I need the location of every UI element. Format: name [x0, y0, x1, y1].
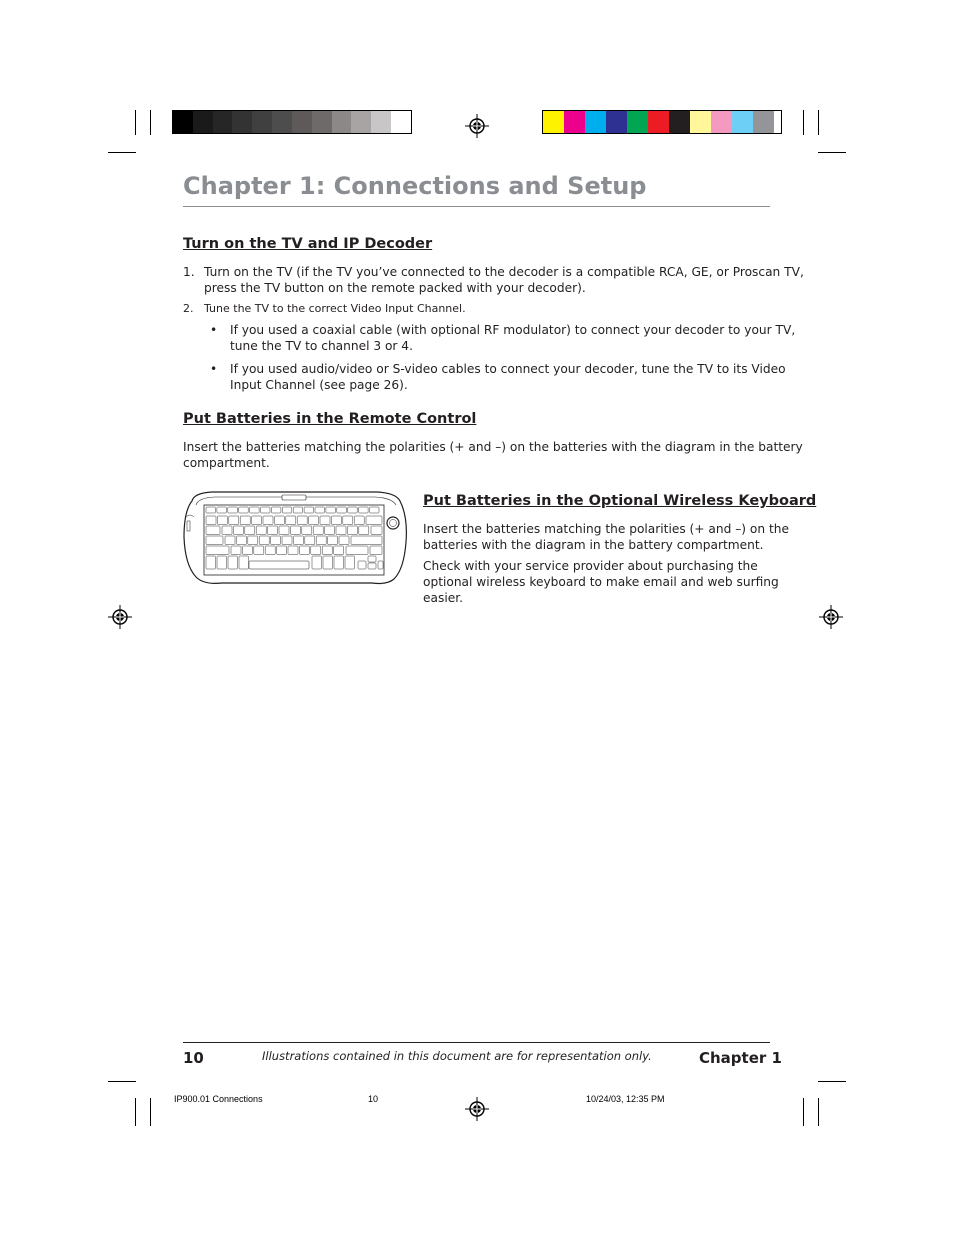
keyboard-key: [320, 516, 330, 525]
keyboard-key: [322, 546, 332, 555]
bullet-item: [210, 361, 786, 393]
keyboard-key: [277, 546, 287, 555]
keyboard-key: [217, 507, 227, 513]
keyboard-key: [351, 536, 382, 545]
keyboard-key: [290, 526, 300, 535]
keyboard-key: [268, 526, 278, 535]
keyboard-key: [302, 526, 312, 535]
gray-swatch: [312, 111, 332, 133]
keyboard-key: [248, 536, 258, 545]
keyboard-key: [286, 516, 296, 525]
keyboard-key: [271, 507, 281, 513]
bullet-icon: •: [210, 362, 218, 376]
keyboard-key: [239, 556, 249, 569]
registration-mark-icon: [465, 114, 489, 138]
keyboard-key: [315, 507, 325, 513]
section-heading-remote-batteries: Put Batteries in the Remote Control: [183, 411, 477, 427]
step-text-line: press the TV button on the remote packed with your decoder).: [204, 281, 586, 295]
color-swatch-bar: [542, 110, 782, 134]
keyboard-key: [206, 546, 229, 555]
color-swatch: [648, 111, 669, 133]
keyboard-key: [371, 526, 382, 535]
keyboard-key: [368, 563, 376, 569]
registration-mark-icon: [108, 605, 132, 629]
keyboard-key: [305, 536, 315, 545]
keyboard-key: [323, 556, 333, 569]
keyboard-key: [228, 556, 238, 569]
representation-note: Illustrations contained in this document are for representation only.: [262, 1049, 652, 1063]
keyboard-key: [206, 507, 216, 513]
crop-mark: [135, 110, 136, 135]
paragraph-line: Insert the batteries matching the polarities (+ and –) on the: [423, 522, 789, 536]
keyboard-key: [309, 516, 319, 525]
keyboard-key: [206, 556, 216, 569]
step-text-line: Turn on the TV (if the TV you’ve connected to the decoder is a compatible RCA, GE, or Proscan TV,: [204, 265, 804, 279]
keyboard-key: [282, 536, 292, 545]
paragraph-line: easier.: [423, 591, 463, 605]
gray-swatch: [351, 111, 371, 133]
keyboard-key: [245, 526, 255, 535]
footer-rule: [183, 1042, 770, 1043]
registration-mark-icon: [819, 605, 843, 629]
gray-swatch: [193, 111, 213, 133]
gray-swatch: [173, 111, 193, 133]
keyboard-key: [293, 507, 303, 513]
keyboard-key: [256, 526, 266, 535]
step-number: 1.: [183, 265, 195, 279]
keyboard-key: [222, 526, 232, 535]
keyboard-key: [354, 516, 364, 525]
keyboard-key: [236, 536, 246, 545]
chapter-label: Chapter 1: [699, 1049, 782, 1067]
keyboard-key: [274, 516, 284, 525]
keyboard-key: [359, 507, 369, 513]
keyboard-key: [252, 516, 262, 525]
keyboard-key: [328, 536, 338, 545]
keyboard-key: [206, 526, 220, 535]
gray-swatch: [252, 111, 272, 133]
bullet-text-line: If you used audio/video or S-video cables to connect your decoder, tune the TV to its Video: [230, 362, 786, 376]
registration-mark-icon: [465, 1097, 489, 1121]
section-heading-tv-decoder: Turn on the TV and IP Decoder: [183, 236, 433, 252]
keyboard-key: [331, 516, 341, 525]
gray-swatch: [371, 111, 391, 133]
step-number: 2.: [183, 302, 194, 315]
keyboard-key: [312, 556, 322, 569]
slug-datetime: 10/24/03, 12:35 PM: [586, 1094, 665, 1104]
grayscale-swatch-bar: [172, 110, 412, 134]
keyboard-key: [304, 507, 314, 513]
keyboard-key: [206, 536, 223, 545]
color-swatch: [711, 111, 732, 133]
keyboard-key: [242, 546, 252, 555]
paragraph-line: Check with your service provider about purchasing the: [423, 559, 758, 573]
keyboard-key: [293, 536, 303, 545]
keyboard-key: [206, 516, 216, 525]
color-swatch: [606, 111, 627, 133]
keyboard-key: [225, 536, 235, 545]
paragraph-line: optional wireless keyboard to make email and web surfing: [423, 575, 779, 589]
bullet-icon: •: [210, 323, 218, 337]
keyboard-key: [261, 507, 271, 513]
keyboard-batteries-text: [423, 521, 789, 606]
color-swatch: [564, 111, 585, 133]
paragraph-line: compartment.: [183, 456, 270, 470]
page-number: 10: [183, 1049, 204, 1067]
crop-mark: [150, 110, 151, 135]
keyboard-key: [282, 507, 292, 513]
keyboard-key: [359, 526, 369, 535]
keyboard-key: [334, 556, 344, 569]
keyboard-key: [288, 546, 298, 555]
gray-swatch: [332, 111, 352, 133]
crop-mark: [150, 1098, 151, 1126]
gray-swatch: [272, 111, 292, 133]
keyboard-key: [271, 536, 281, 545]
keyboard-key: [259, 536, 269, 545]
keyboard-key: [311, 546, 321, 555]
keyboard-key: [299, 546, 309, 555]
keyboard-key: [347, 526, 357, 535]
keyboard-key: [254, 546, 264, 555]
keyboard-key: [228, 507, 238, 513]
gray-swatch: [391, 111, 411, 133]
keyboard-key: [326, 507, 336, 513]
keyboard-key: [346, 546, 368, 555]
keyboard-key: [336, 526, 346, 535]
keyboard-key: [378, 561, 383, 569]
gray-swatch: [213, 111, 233, 133]
crop-mark: [818, 110, 819, 135]
keyboard-key: [250, 507, 260, 513]
keyboard-key: [279, 526, 289, 535]
keyboard-key: [366, 516, 382, 525]
step-text-line: Tune the TV to the correct Video Input Channel.: [204, 302, 466, 315]
keyboard-key: [345, 556, 355, 569]
gray-swatch: [232, 111, 252, 133]
bullet-text-line: If you used a coaxial cable (with optional RF modulator) to connect your decoder to your TV,: [230, 323, 796, 337]
keyboard-key: [297, 516, 307, 525]
keyboard-key: [233, 526, 243, 535]
keyboard-key: [358, 561, 366, 569]
keyboard-key: [217, 516, 227, 525]
keyboard-key: [229, 516, 239, 525]
keyboard-key: [263, 516, 273, 525]
keyboard-key: [337, 507, 347, 513]
crop-mark: [108, 152, 136, 153]
keyboard-key: [370, 546, 382, 555]
keyboard-key: [217, 556, 227, 569]
keyboard-key: [316, 536, 326, 545]
crop-mark: [108, 1081, 136, 1082]
crop-mark: [818, 1098, 819, 1126]
remote-batteries-text: [183, 439, 803, 471]
keyboard-key: [339, 536, 349, 545]
keyboard-key: [265, 546, 275, 555]
keyboard-key: [325, 526, 335, 535]
color-swatch: [732, 111, 753, 133]
chapter-title: Chapter 1: Connections and Setup: [183, 172, 647, 200]
keyboard-key: [348, 507, 358, 513]
keyboard-key: [370, 507, 380, 513]
keyboard-key: [334, 546, 344, 555]
slug-page: 10: [368, 1094, 379, 1104]
slug-filename: IP900.01 Connections: [174, 1094, 263, 1104]
keyboard-key: [231, 546, 241, 555]
crop-mark: [818, 1081, 846, 1082]
bullet-item: [210, 322, 796, 354]
step-1: [183, 264, 804, 296]
gray-swatch: [292, 111, 312, 133]
keyboard-key: [343, 516, 353, 525]
paragraph-line: batteries with the diagram in the battery compartment.: [423, 538, 764, 552]
step-2: [183, 301, 773, 317]
section-heading-keyboard-batteries: Put Batteries in the Optional Wireless Keyboard: [423, 493, 817, 509]
keyboard-key: [368, 556, 376, 562]
color-swatch: [753, 111, 774, 133]
color-swatch: [627, 111, 648, 133]
keyboard-key: [240, 516, 250, 525]
title-rule: [183, 206, 770, 207]
wireless-keyboard-illustration: [182, 487, 410, 589]
crop-mark: [135, 1098, 136, 1126]
bullet-text-line: Input Channel (see page 26).: [230, 378, 408, 392]
color-swatch: [669, 111, 690, 133]
crop-mark: [803, 1098, 804, 1126]
color-swatch: [585, 111, 606, 133]
crop-mark: [818, 152, 846, 153]
keyboard-key: [313, 526, 323, 535]
color-swatch: [690, 111, 711, 133]
paragraph-line: Insert the batteries matching the polarities (+ and –) on the batteries with the diagram in the battery: [183, 440, 803, 454]
crop-mark: [803, 110, 804, 135]
color-swatch: [543, 111, 564, 133]
keyboard-key: [239, 507, 249, 513]
bullet-text-line: tune the TV to channel 3 or 4.: [230, 339, 413, 353]
